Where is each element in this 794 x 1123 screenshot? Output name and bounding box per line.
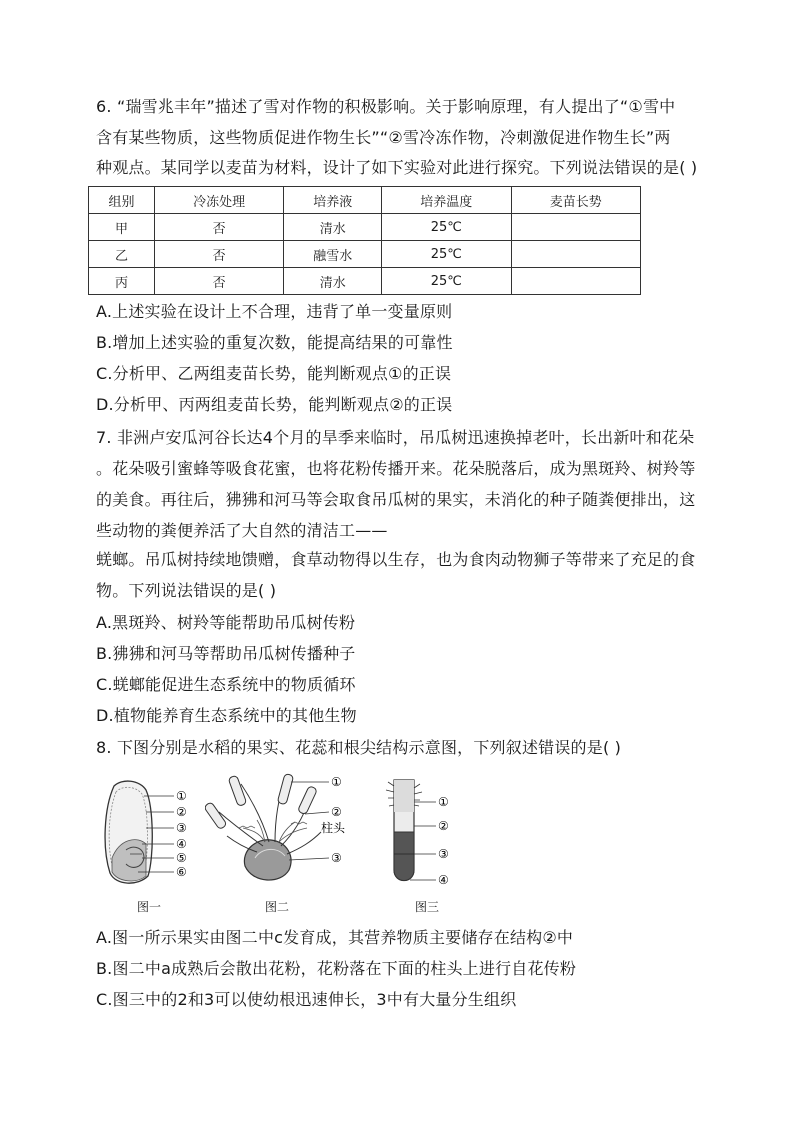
fig3-label: ③ xyxy=(438,847,449,861)
table-row xyxy=(89,214,641,241)
table-cell: 清水 xyxy=(284,268,382,295)
fig3-label: ① xyxy=(438,795,449,809)
q7-stem-line-5: 蜣螂。吊瓜树持续地馈赠，食草动物得以生存，也为食肉动物狮子等带来了充足的食 xyxy=(96,550,696,569)
table-cell: 25℃ xyxy=(382,241,511,268)
table-header-row xyxy=(89,187,641,214)
table-cell: 25℃ xyxy=(382,268,511,295)
table-cell: 25℃ xyxy=(382,214,511,241)
table-cell: 否 xyxy=(154,214,283,241)
table-cell xyxy=(511,268,640,295)
q6-option-d: D.分析甲、丙两组麦苗长势，能判断观点②的正误 xyxy=(96,395,453,414)
fig3-caption: 图三 xyxy=(415,900,440,914)
table-cell: 甲 xyxy=(89,214,155,241)
q7-stem-line-1: 7. 非洲卢安瓜河谷长达4个月的旱季来临时，吊瓜树迅速换掉老叶，长出新叶和花朵 xyxy=(96,428,695,447)
q8-option-b: B.图二中a成熟后会散出花粉，花粉落在下面的柱头上进行自花传粉 xyxy=(96,959,577,978)
table-cell: 否 xyxy=(154,268,283,295)
table-header-cell: 麦苗长势 xyxy=(511,187,640,214)
fig1-caption: 图一 xyxy=(137,900,162,914)
fig1-label: ⑤ xyxy=(176,851,187,865)
table-cell: 清水 xyxy=(284,214,382,241)
table-row xyxy=(89,241,641,268)
table-header-cell: 培养温度 xyxy=(382,187,511,214)
table-cell: 融雪水 xyxy=(284,241,382,268)
fig1-label: ④ xyxy=(176,837,187,851)
figure-root-tip xyxy=(380,772,470,894)
table-header-cell: 培养液 xyxy=(284,187,382,214)
q7-option-d: D.植物能养育生态系统中的其他生物 xyxy=(96,706,357,725)
table-header-cell: 冷冻处理 xyxy=(154,187,283,214)
fig2-label: ② xyxy=(331,805,342,819)
fig1-label: ③ xyxy=(176,821,187,835)
fig1-label: ① xyxy=(176,789,187,803)
experiment-table xyxy=(88,186,641,295)
table-cell xyxy=(511,241,640,268)
table-row xyxy=(89,268,641,295)
fig2-stigma-label: 柱头 xyxy=(321,821,346,835)
table-cell: 乙 xyxy=(89,241,155,268)
fig2-label: ③ xyxy=(331,851,342,865)
q7-stem-line-2: 。花朵吸引蜜蜂等吸食花蜜，也将花粉传播开来。花朵脱落后，成为黑斑羚、树羚等 xyxy=(96,459,696,478)
fig1-label: ② xyxy=(176,805,187,819)
fig1-label: ⑥ xyxy=(176,865,187,879)
figure-rice-flower xyxy=(205,772,355,894)
fig2-caption: 图二 xyxy=(265,900,290,914)
table-header-cell: 组别 xyxy=(89,187,155,214)
table-cell: 丙 xyxy=(89,268,155,295)
q6-stem-line-1: 6. “瑞雪兆丰年”描述了雪对作物的积极影响。关于影响原理，有人提出了“①雪中 xyxy=(96,97,676,116)
q6-stem-line-2: 含有某些物质，这些物质促进作物生长”“②雪冷冻作物，冷刺激促进作物生长”两 xyxy=(96,128,671,147)
q7-option-c: C.蜣螂能促进生态系统中的物质循环 xyxy=(96,675,356,694)
fig2-label: ① xyxy=(331,775,342,789)
q7-stem-line-4: 些动物的粪便养活了大自然的清洁工—— xyxy=(96,521,388,540)
q7-option-b: B.狒狒和河马等帮助吊瓜树传播种子 xyxy=(96,644,356,663)
q8-stem: 8. 下图分别是水稻的果实、花蕊和根尖结构示意图，下列叙述错误的是( ) xyxy=(96,738,622,757)
q7-stem-line-3: 的美食。再往后，狒狒和河马等会取食吊瓜树的果实，未消化的种子随粪便排出，这 xyxy=(96,490,696,509)
q7-stem-line-6: 物。下列说法错误的是( ) xyxy=(96,581,277,600)
fig3-label: ② xyxy=(438,819,449,833)
q6-stem-line-3: 种观点。某同学以麦苗为材料，设计了如下实验对此进行探究。下列说法错误的是( ) xyxy=(96,158,698,177)
figure-rice-grain xyxy=(96,778,200,888)
q6-option-a: A.上述实验在设计上不合理，违背了单一变量原则 xyxy=(96,302,453,321)
table-cell xyxy=(511,214,640,241)
q8-option-c: C.图三中的2和3可以使幼根迅速伸长，3中有大量分生组织 xyxy=(96,990,517,1009)
table-cell: 否 xyxy=(154,241,283,268)
q8-option-a: A.图一所示果实由图二中c发育成，其营养物质主要储存在结构②中 xyxy=(96,928,574,947)
fig3-label: ④ xyxy=(438,873,449,887)
q6-option-b: B.增加上述实验的重复次数，能提高结果的可靠性 xyxy=(96,333,453,352)
q6-option-c: C.分析甲、乙两组麦苗长势，能判断观点①的正误 xyxy=(96,364,452,383)
q7-option-a: A.黑斑羚、树羚等能帮助吊瓜树传粉 xyxy=(96,613,356,632)
